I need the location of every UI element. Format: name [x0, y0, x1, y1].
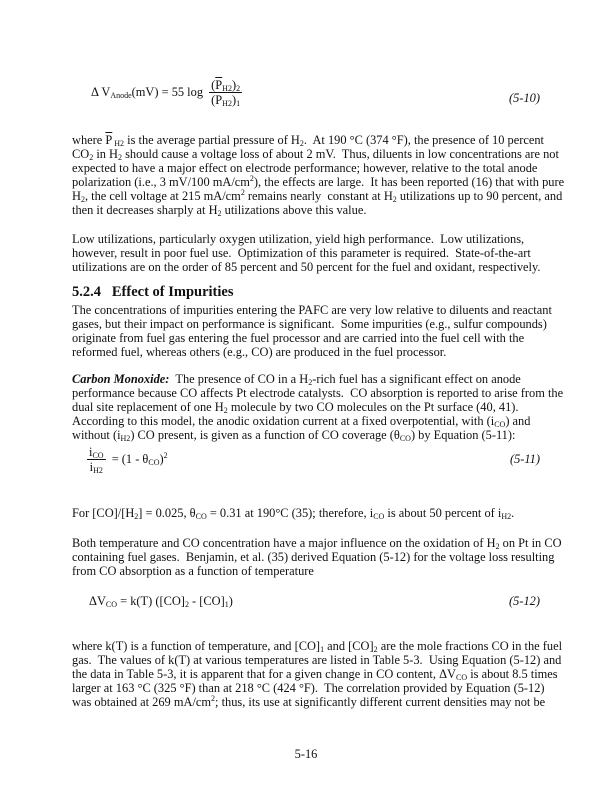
text-run: 2: [373, 645, 378, 654]
text-line: [72, 303, 552, 317]
text-run: are the mole fractions CO in the fuel: [377, 639, 563, 653]
text-run: Low utilizations, particularly oxygen utilization, yield high performance. Low utilizations,: [72, 232, 525, 246]
fraction-denominator: [87, 460, 106, 474]
text-line: [72, 536, 562, 551]
text-line: [72, 133, 552, 147]
section-heading-block: [72, 284, 552, 301]
text-line: [72, 414, 552, 428]
text-run: CO: [455, 673, 468, 682]
text-run: CO: [399, 434, 411, 443]
text-run: 2: [89, 153, 94, 162]
text-run: i: [89, 445, 93, 459]
equation-body: [72, 594, 552, 608]
text-run: utilizations up to 90 percent, and: [396, 189, 563, 203]
paragraph: [72, 372, 564, 443]
text-line: [72, 147, 559, 162]
text-run: utilizations above this value.: [221, 203, 367, 217]
text-run: molecule by two CO molecules on the Pt surface (40, 41).: [227, 400, 519, 414]
text-line: [72, 188, 563, 204]
text-run: containing fuel gases. Benjamin, et al. (35) derived Equation (5-12) for the voltage loss resulting: [72, 550, 555, 564]
fraction-numerator: [87, 445, 106, 460]
text-run: without (i: [72, 428, 121, 442]
text-run: ), the effects are large. It has been reported (16) that with pure: [253, 175, 565, 189]
paragraph: [72, 232, 552, 274]
text-line: [72, 345, 552, 359]
text-run: CO: [373, 512, 385, 521]
text-run: then it decreases sharply at H: [72, 203, 218, 217]
text-run: H2: [222, 84, 232, 93]
text-run: ) CO present, is given as a function of CO coverage (θ: [130, 428, 400, 442]
equation-number: (5-12): [509, 594, 540, 608]
text-run: ): [159, 452, 164, 466]
text-run: originate from fuel gas entering the fuel processor and are carried into the fuel cell with the: [72, 331, 525, 345]
paragraph: [72, 639, 563, 709]
text-run: (: [211, 93, 216, 107]
text-run: remains nearly constant at H: [244, 189, 393, 203]
text-run: 2: [392, 195, 397, 204]
text-run: Carbon Monoxide:: [72, 372, 170, 386]
text-run: ; thus, its use at significantly different current densities may not be: [215, 695, 546, 709]
equation-fraction: [87, 445, 106, 474]
text-run: 2: [184, 600, 189, 609]
text-run: 2: [240, 188, 245, 197]
text-line: [72, 386, 564, 400]
text-line: [72, 428, 552, 442]
text-run: 2: [223, 406, 228, 415]
text-run: is the average partial pressure of H: [124, 133, 300, 147]
text-run: expected to have a major effect on electrode performance; however, relative to the total anode: [72, 161, 538, 175]
equation-rhs: [112, 452, 168, 466]
text-run: - [CO]: [188, 594, 225, 608]
text-line: [72, 564, 552, 578]
equation-5-10: [72, 78, 552, 107]
fraction-numerator: [209, 78, 242, 93]
text-run: $\overline{P}$: [105, 133, 113, 147]
text-line: [72, 260, 552, 274]
text-run: gases, but their impact on performance is significant. Some impurities (e.g., sulfur compounds): [72, 317, 547, 331]
equation-5-11: [72, 445, 552, 474]
text-run: was obtained at 269 mA/cm: [72, 695, 212, 709]
text-line: [72, 506, 552, 520]
text-line: [72, 246, 552, 260]
text-run: 2: [163, 451, 168, 460]
text-run: 2: [299, 139, 304, 148]
text-run: 2: [211, 694, 216, 703]
text-run: 1: [236, 99, 241, 108]
text-run: -rich fuel has a significant effect on anode: [312, 372, 521, 386]
text-line: [72, 331, 552, 345]
text-line: [72, 174, 565, 189]
text-run: . At 190 °C (374 °F), the presence of 10 percent: [303, 133, 544, 147]
text-run: ] = 0.025, θ: [138, 506, 196, 520]
equation-fraction: [209, 78, 242, 107]
text-run: where: [72, 133, 106, 147]
text-run: 2: [308, 378, 313, 387]
text-run: H2: [112, 139, 125, 148]
text-run: H2: [93, 466, 103, 475]
text-run: Δ V: [91, 85, 111, 99]
text-run: however, result in poor fuel use. Optimization of this parameter is required. State-of-the-art: [72, 246, 531, 260]
text-run: 2: [118, 153, 123, 162]
text-run: According to this model, the anodic oxidation current at a fixed overpotential, with (i: [72, 414, 495, 428]
text-run: should cause a voltage loss of about 2 mV. Thus, diluents in low concentrations are not: [122, 147, 559, 161]
section-heading: 5.2.4 Effect of Impurities: [72, 284, 234, 300]
text-run: , the cell voltage at 215 mA/cm: [84, 189, 241, 203]
text-run: ) and: [505, 414, 531, 428]
text-run: where k(T) is a function of temperature, and [CO]: [72, 639, 321, 653]
text-run: ): [231, 93, 237, 107]
text-run: For [CO]/[H: [72, 506, 135, 520]
text-run: CO: [494, 420, 506, 429]
text-run: = 0.31 at 190°C (35); therefore, i: [206, 506, 374, 520]
text-run: (mV) = 55 log: [131, 85, 204, 99]
page-number: 5-16: [294, 747, 318, 761]
text-run: gas. The values of k(T) at various temperatures are listed in Table 5-3. Using Equation (5-12) and: [72, 653, 562, 667]
text-line: [72, 317, 552, 331]
text-run: = k(T) ([CO]: [117, 594, 185, 608]
text-run: 1: [224, 600, 229, 609]
text-run: H2: [501, 512, 512, 521]
text-run: ): [231, 78, 237, 92]
text-run: CO: [105, 600, 118, 609]
text-run: polarization (i.e., 3 mV/100 mA/cm: [72, 175, 250, 189]
text-run: ): [228, 594, 233, 608]
text-run: 2: [80, 195, 85, 204]
text-run: H: [72, 189, 81, 203]
text-line: [72, 681, 552, 695]
paragraph: [72, 506, 552, 520]
text-line: [72, 232, 552, 246]
text-run: larger at 163 °C (325 °F) than at 218 °C (424 °F). The correlation provided by Equation (5-12): [72, 681, 545, 695]
text-run: CO: [92, 451, 104, 460]
text-run: utilizations are on the order of 85 percent and 50 percent for the fuel and oxidant, respectively.: [72, 260, 541, 274]
text-run: 2: [236, 84, 241, 93]
text-run: (: [211, 78, 216, 92]
text-run: in H: [93, 147, 119, 161]
text-run: Anode: [110, 91, 132, 100]
text-run: $\overline{P}$: [215, 93, 223, 107]
equation-number: (5-10): [509, 91, 540, 105]
text-run: .: [511, 506, 515, 520]
text-run: on Pt in CO: [499, 536, 562, 550]
text-line: [72, 550, 555, 564]
paragraph: [72, 303, 552, 359]
paragraph: [72, 133, 565, 218]
text-run: ΔV: [89, 594, 106, 608]
text-line: [72, 372, 552, 386]
text-run: CO: [148, 458, 160, 467]
text-run: reformed fuel, whereas others (e.g., CO) are produced in the fuel processor.: [72, 345, 447, 359]
text-run: The concentrations of impurities entering the PAFC are very low relative to diluents and reactant: [72, 303, 552, 317]
text-run: 2: [495, 542, 500, 551]
text-line: [72, 695, 552, 709]
fraction-denominator: [209, 93, 242, 107]
equation-number: (5-11): [509, 452, 540, 466]
text-run: is about 50 percent of i: [384, 506, 502, 520]
text-run: performance because CO affects Pt electrode catalysts. CO absorption is reported to arise from the: [72, 386, 564, 400]
paragraph: [72, 536, 562, 578]
equation-lhs: [91, 85, 203, 99]
text-run: CO: [72, 147, 90, 161]
text-run: from CO absorption as a function of temperature: [72, 564, 314, 578]
text-run: H2: [120, 434, 131, 443]
text-run: ) by Equation (5-11):: [410, 428, 516, 442]
text-run: i: [89, 460, 94, 474]
text-run: = (1 - θ: [111, 452, 149, 466]
text-line: [72, 667, 558, 682]
text-run: the data in Table 5-3, it is apparent that for a given change in CO content, ΔV: [72, 667, 456, 681]
text-run: CO: [195, 512, 207, 521]
text-line: [72, 161, 552, 175]
text-run: H2: [222, 99, 232, 108]
text-run: and [CO]: [324, 639, 374, 653]
text-run: 2: [134, 512, 139, 521]
equation-5-12: [72, 594, 552, 608]
text-line: [72, 400, 552, 414]
text-run: 2: [217, 209, 222, 218]
text-run: is about 8.5 times: [467, 667, 558, 681]
text-run: 2: [249, 174, 254, 183]
text-run: $\overline{P}$: [215, 78, 223, 92]
text-line: [72, 203, 552, 217]
text-run: Both temperature and CO concentration have a major influence on the oxidation of H: [72, 536, 496, 550]
text-run: 1: [320, 645, 325, 654]
text-line: [72, 639, 563, 654]
text-run: The presence of CO in a H: [169, 372, 309, 386]
text-line: [72, 653, 562, 667]
text-run: dual site replacement of one H: [72, 400, 224, 414]
